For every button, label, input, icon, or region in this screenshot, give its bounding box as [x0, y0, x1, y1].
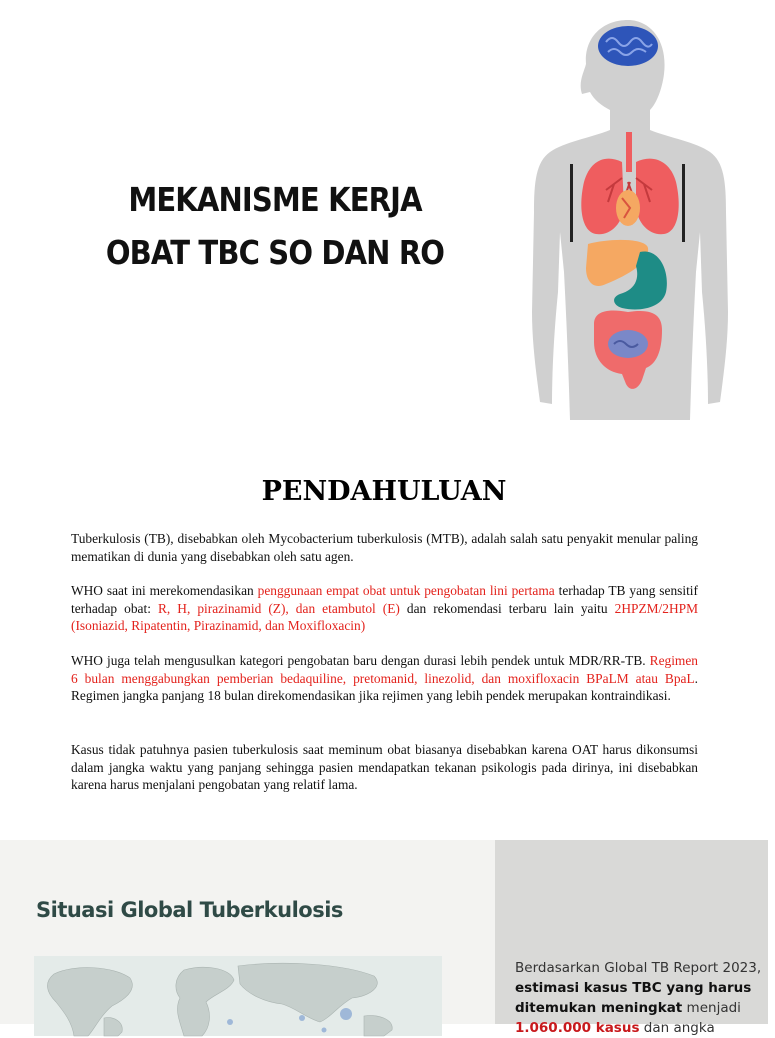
p2-highlight-drugs: R, H, pirazinamid (Z), dan etambutol (E) — [157, 600, 400, 616]
p2-text-c: terhadap TB yang sensitif terhadap obat: — [71, 583, 698, 616]
brain-icon — [598, 26, 658, 66]
map-marker-3 — [227, 1019, 233, 1025]
paragraph-who-recommendation — [71, 582, 698, 635]
p3-highlight-regimen: Regimen 6 bulan menggabungkan pemberian bedaquiline, pretomanid, linezolid, dan moxifloxacin BPaLM atau BpaL — [71, 653, 698, 686]
human-body-organs-illustration — [510, 12, 750, 420]
p2-text-e: dan rekomendasi terbaru lain yaitu — [399, 600, 615, 616]
p3-text-c: . Regimen jangka panjang 18 bulan direkomendasikan jika rejimen yang lebih pendek merupakan kontraindikasi. — [71, 670, 698, 704]
world-map-icon — [34, 956, 442, 1036]
p2-highlight-regimen: 2HPZM/2HPM (Isoniazid, Ripatentin, Pirazinamid, dan Moxifloxacin) — [71, 600, 698, 634]
report-line-3-rest: menjadi — [682, 1000, 741, 1016]
shoulder-line-right — [682, 164, 685, 242]
introduction-heading: PENDAHULUAN — [261, 476, 507, 507]
report-line-4 — [515, 1018, 775, 1038]
report-line-3 — [515, 998, 775, 1018]
title-line-2: OBAT TBC SO DAN RO — [105, 233, 445, 272]
report-line-4-rest: dan angka — [639, 1020, 715, 1036]
introduction-slide — [0, 430, 768, 835]
p2-highlight-first-line: penggunaan empat obat untuk pengobatan lini pertama — [257, 583, 555, 598]
report-case-count: 1.060.000 kasus — [515, 1020, 640, 1036]
report-line-2: estimasi kasus TBC yang harus — [515, 980, 752, 996]
map-marker-1 — [340, 1008, 352, 1020]
heart-icon — [616, 190, 640, 226]
report-line-1: Berdasarkan Global TB Report 2023, — [515, 960, 762, 976]
p2-text-a: WHO saat ini merekomendasikan — [71, 583, 258, 598]
paragraph-adherence: Kasus tidak patuhnya pasien tuberkulosis saat meminum obat biasanya disebabkan karena OAT harus dikonsumsi dalam jangka waktu yang panjang sehingga pasien mendapatkan tekanan psikologis pada dirinya, ini disebabkan karena harus menjalani pengobatan yang relatif lama. — [71, 742, 698, 793]
global-tb-report-text — [515, 958, 775, 1038]
map-marker-4 — [322, 1028, 327, 1033]
global-situation-title: Situasi Global Tuberkulosis — [36, 898, 343, 922]
paragraph-mdr-regimen — [71, 652, 698, 705]
p3-text-a: WHO juga telah mengusulkan kategori pengobatan baru dengan durasi lebih pendek untuk MDR/RR-TB. — [71, 653, 650, 668]
report-line-3-bold: ditemukan meningkat — [515, 1000, 683, 1016]
title-line-1: MEKANISME KERJA — [128, 180, 422, 219]
map-marker-2 — [299, 1015, 305, 1021]
global-situation-slide — [0, 840, 768, 1036]
title-slide — [0, 0, 768, 430]
shoulder-line-left — [570, 164, 573, 242]
paragraph-tb-definition: Tuberkulosis (TB), disebabkan oleh Mycobacterium tuberkulosis (MTB), adalah salah satu penyakit menular paling mematikan di dunia yang disebabkan oleh satu agen. — [71, 531, 698, 564]
